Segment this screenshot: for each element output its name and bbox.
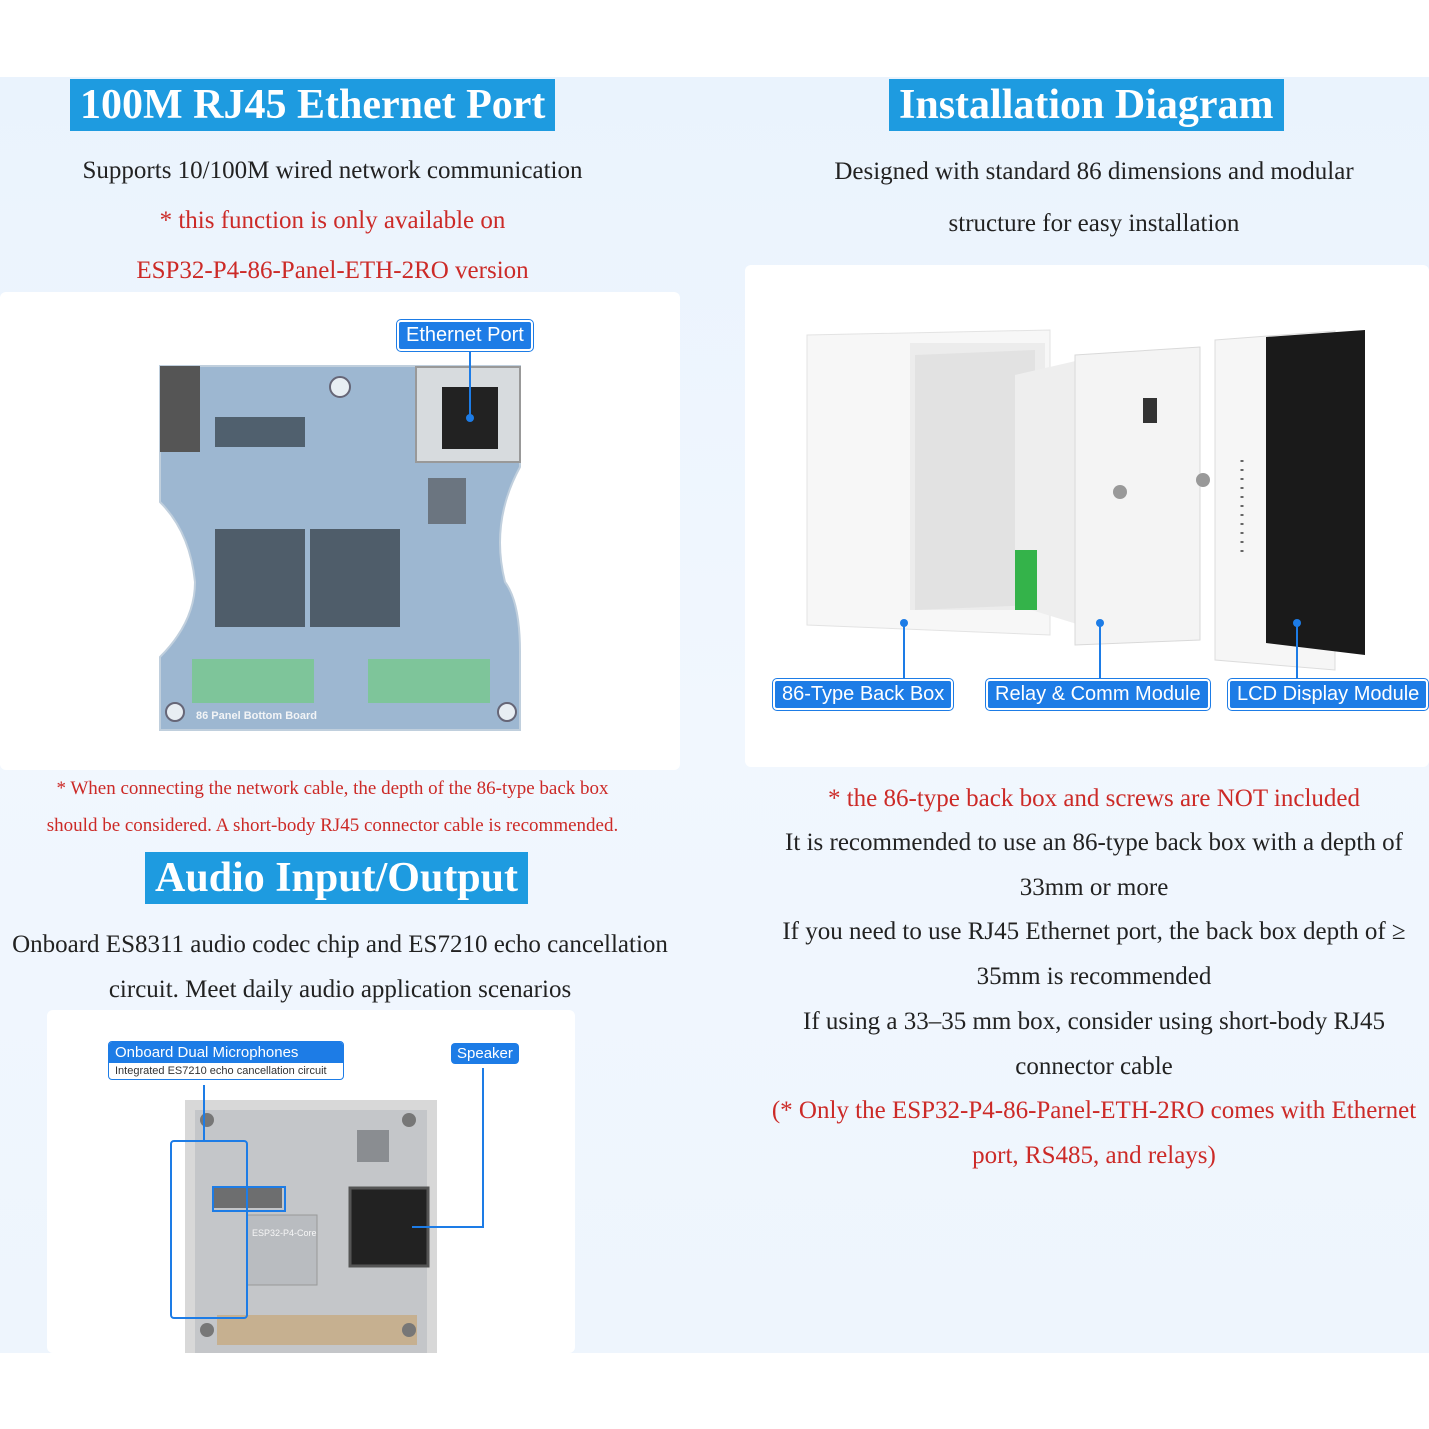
installation-description-line2: structure for easy installation [948, 210, 1240, 237]
installation-note-4: 35mm is recommended [976, 963, 1212, 990]
codec-highlight-box [212, 1186, 286, 1212]
mic-callout [108, 1041, 344, 1080]
mic-callout-title: Onboard Dual Microphones [109, 1042, 343, 1063]
back-box-callout-line [903, 623, 905, 681]
audio-description-line2: circuit. Meet daily audio application scenarios [108, 976, 572, 1003]
back-box-callout: 86-Type Back Box [773, 679, 953, 710]
installation-note-2: 33mm or more [1019, 874, 1169, 901]
speaker-callout-line-horizontal [412, 1226, 484, 1228]
installation-note-7: (* Only the ESP32-P4-86-Panel-ETH-2RO comes with Ethernet [771, 1097, 1417, 1124]
ethernet-description: Supports 10/100M wired network communication [82, 157, 583, 184]
bottom-board-image [0, 292, 680, 770]
relay-module-callout: Relay & Comm Module [986, 679, 1210, 710]
mic-callout-subtitle: Integrated ES7210 echo cancellation circuit [115, 1065, 327, 1077]
lcd-module-callout: LCD Display Module [1228, 679, 1428, 710]
installation-description-line1: Designed with standard 86 dimensions and modular [834, 158, 1354, 185]
speaker-callout-line-vertical [482, 1068, 484, 1228]
ethernet-footnote-line2: should be considered. A short-body RJ45 connector cable is recommended. [46, 815, 619, 836]
audio-board-panel [47, 1010, 575, 1353]
ethernet-note-line1: * this function is only available on [159, 207, 506, 234]
ethernet-title: 100M RJ45 Ethernet Port [70, 79, 555, 131]
audio-title: Audio Input/Output [145, 852, 528, 904]
mic-highlight-box [170, 1140, 248, 1319]
installation-note-5: If using a 33–35 mm box, consider using short-body RJ45 [803, 1008, 1385, 1035]
lcd-module-callout-line [1296, 623, 1298, 681]
chip-label: ESP32-P4-Core [252, 1228, 317, 1238]
installation-note-1: It is recommended to use an 86-type back box with a depth of [785, 829, 1403, 856]
ethernet-footnote-line1: * When connecting the network cable, the depth of the 86-type back box [56, 778, 609, 799]
installation-note-6: connector cable [1015, 1053, 1173, 1080]
ethernet-callout-line [469, 350, 471, 416]
ethernet-port-callout: Ethernet Port [397, 320, 533, 351]
audio-description-line1: Onboard ES8311 audio codec chip and ES7210 echo cancellation [12, 931, 668, 958]
ethernet-note-line2: ESP32-P4-86-Panel-ETH-2RO version [136, 257, 529, 284]
speaker-callout: Speaker [451, 1043, 519, 1064]
mic-callout-line [203, 1085, 205, 1140]
bottom-board-label: 86 Panel Bottom Board [196, 710, 318, 722]
installation-panel [745, 265, 1429, 767]
installation-note-0: * the 86-type back box and screws are NOT included [827, 785, 1360, 812]
ethernet-board-panel [0, 292, 680, 770]
installation-note-8: port, RS485, and relays) [972, 1142, 1216, 1169]
installation-title: Installation Diagram [889, 79, 1284, 131]
installation-note-3: If you need to use RJ45 Ethernet port, the back box depth of ≥ [782, 918, 1406, 945]
relay-module-callout-line [1099, 623, 1101, 681]
